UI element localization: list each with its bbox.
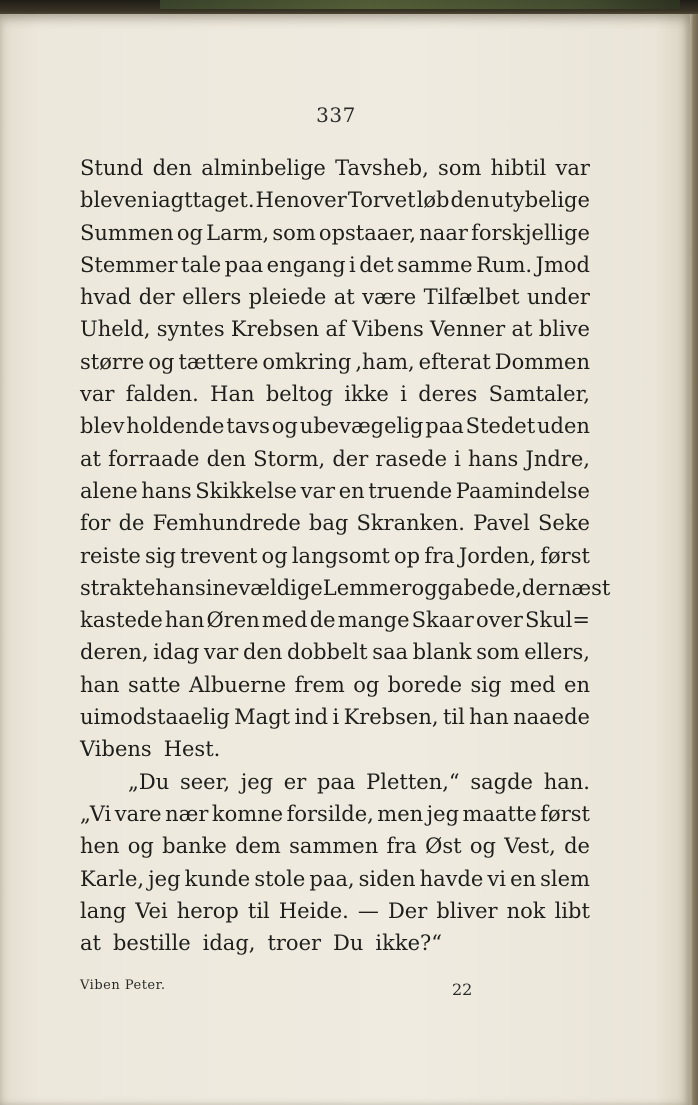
word: tavs bbox=[226, 414, 270, 439]
word: hen bbox=[80, 834, 120, 859]
word: reiste bbox=[80, 543, 141, 568]
word: samme bbox=[397, 252, 473, 277]
word: Stund bbox=[80, 156, 144, 180]
text-line bbox=[80, 701, 590, 733]
word: i bbox=[454, 446, 461, 471]
word: var bbox=[203, 640, 239, 665]
word: truende bbox=[368, 478, 453, 503]
word: Vest, bbox=[504, 834, 556, 859]
word: ,ham, bbox=[355, 349, 415, 374]
word: bag bbox=[308, 511, 349, 536]
word: Skranken. bbox=[356, 511, 465, 536]
word: paa bbox=[425, 414, 464, 439]
word: sig bbox=[470, 672, 502, 697]
word: den bbox=[242, 640, 283, 665]
word: hans bbox=[141, 478, 192, 503]
word: forraade bbox=[108, 446, 200, 471]
word: borede bbox=[387, 672, 463, 697]
word: Seke bbox=[538, 511, 590, 536]
word: Lemmer bbox=[322, 575, 412, 600]
word: tale bbox=[181, 252, 222, 277]
word: naaede bbox=[513, 705, 590, 730]
word: „Vi bbox=[80, 801, 112, 826]
word: banke bbox=[162, 834, 227, 859]
word: deren, bbox=[80, 640, 149, 665]
text-line bbox=[80, 249, 590, 281]
word: bestille bbox=[112, 931, 191, 956]
word: og bbox=[411, 575, 438, 600]
word: var bbox=[300, 478, 336, 503]
text-line bbox=[80, 152, 590, 184]
word: siden bbox=[358, 866, 416, 891]
word: maatte bbox=[462, 801, 537, 826]
word: efterat bbox=[418, 349, 491, 374]
word: lang bbox=[80, 898, 127, 923]
word: fra bbox=[386, 834, 417, 859]
word: nær bbox=[165, 801, 209, 826]
word: Han bbox=[210, 382, 255, 407]
text-line bbox=[80, 475, 590, 507]
word: i bbox=[400, 382, 407, 407]
word: syntes bbox=[156, 317, 225, 342]
word: han bbox=[155, 575, 195, 600]
word: Jorden, bbox=[458, 543, 537, 568]
word: deres bbox=[418, 382, 478, 407]
word: komne bbox=[211, 801, 284, 826]
word: og bbox=[353, 672, 380, 697]
word: Uheld, bbox=[80, 317, 151, 342]
word: gabede, bbox=[437, 575, 522, 600]
word: Pavel bbox=[473, 511, 530, 536]
word: at bbox=[80, 931, 101, 956]
word: mange bbox=[337, 608, 410, 633]
word: Karle, bbox=[80, 866, 145, 891]
text-line bbox=[80, 798, 590, 830]
text-line bbox=[80, 540, 590, 572]
word: rasede bbox=[375, 446, 447, 471]
word: men bbox=[377, 801, 424, 826]
word: Summen bbox=[80, 220, 174, 245]
word: den bbox=[206, 446, 246, 471]
word: at bbox=[80, 446, 101, 471]
text-line bbox=[80, 863, 590, 895]
word: Krebsen bbox=[230, 317, 320, 342]
word: pleiede bbox=[248, 285, 327, 310]
word: sagde bbox=[470, 769, 533, 794]
word: Pletten,“ bbox=[366, 769, 460, 794]
word: „Du bbox=[128, 769, 170, 794]
word: han bbox=[164, 608, 205, 633]
word: var bbox=[80, 382, 115, 407]
word: bleven bbox=[80, 188, 151, 213]
word: og bbox=[127, 834, 154, 859]
word: er bbox=[283, 769, 307, 794]
word: større bbox=[80, 349, 145, 374]
word: Tavsheb, bbox=[335, 156, 429, 180]
word: herop bbox=[176, 898, 239, 923]
word: sine bbox=[194, 575, 239, 600]
word: var bbox=[555, 156, 590, 180]
word: uimodstaaelig bbox=[80, 705, 230, 730]
word: i bbox=[349, 252, 356, 277]
word: Jmod bbox=[535, 252, 590, 277]
text-line bbox=[80, 443, 590, 475]
word: forskjellige bbox=[471, 220, 590, 245]
word: Jndre, bbox=[525, 446, 590, 471]
page-footer bbox=[80, 978, 510, 1006]
word: uden bbox=[537, 414, 590, 439]
word: forsilde, bbox=[286, 801, 374, 826]
word: Hest. bbox=[163, 737, 221, 762]
word: Vei bbox=[135, 898, 168, 923]
word: Henover bbox=[255, 188, 347, 213]
word: Rum. bbox=[476, 252, 533, 277]
word: naar bbox=[419, 220, 468, 245]
word: falden. bbox=[125, 382, 199, 407]
word: engang bbox=[266, 252, 346, 277]
word: jeg bbox=[426, 801, 460, 826]
word: jeg bbox=[148, 866, 181, 891]
word: Larm, bbox=[206, 220, 270, 245]
word: paa bbox=[224, 252, 264, 277]
text-line bbox=[80, 604, 590, 636]
word: først bbox=[540, 543, 590, 568]
word: under bbox=[526, 285, 590, 310]
word: Samtaler, bbox=[488, 382, 590, 407]
word: dem bbox=[235, 834, 281, 859]
page-edge bbox=[690, 14, 698, 1105]
word: en bbox=[510, 866, 537, 891]
word: idag, bbox=[202, 931, 256, 956]
word: der bbox=[332, 446, 369, 471]
text-line bbox=[80, 669, 590, 701]
text-line bbox=[80, 927, 590, 959]
word: seer, bbox=[179, 769, 230, 794]
word: vare bbox=[114, 801, 162, 826]
word: dernæst bbox=[521, 575, 611, 600]
word: langsomt bbox=[291, 543, 390, 568]
text-line bbox=[80, 636, 590, 668]
text-line bbox=[80, 507, 590, 539]
word: utybelige bbox=[490, 188, 590, 213]
word: blank bbox=[412, 640, 472, 665]
text-line bbox=[80, 895, 590, 927]
word: som bbox=[476, 640, 520, 665]
word: som bbox=[272, 220, 316, 245]
word: det bbox=[359, 252, 394, 277]
word: — bbox=[357, 898, 379, 923]
word: Du bbox=[333, 931, 364, 956]
word: troer bbox=[267, 931, 322, 956]
word: Dommen bbox=[494, 349, 590, 374]
word: jeg bbox=[240, 769, 274, 794]
word: Øst bbox=[425, 834, 462, 859]
text-line bbox=[80, 572, 611, 604]
word: og bbox=[148, 349, 175, 374]
word: Storm, bbox=[253, 446, 326, 471]
word: bliver bbox=[436, 898, 498, 923]
word: de bbox=[118, 511, 145, 536]
word: libt bbox=[554, 898, 590, 923]
word: som bbox=[438, 156, 482, 180]
sheet-number: 22 bbox=[452, 980, 473, 999]
word: i bbox=[332, 705, 340, 730]
word: frem bbox=[294, 672, 345, 697]
word: Paamindelse bbox=[455, 478, 590, 503]
word: Skikkelse bbox=[195, 478, 297, 503]
word: Skul= bbox=[525, 608, 590, 633]
word: trevent bbox=[180, 543, 258, 568]
word: blive bbox=[538, 317, 590, 342]
word: ellers bbox=[182, 285, 242, 310]
text-line bbox=[80, 830, 590, 862]
word: ellers, bbox=[524, 640, 590, 665]
word: idag bbox=[153, 640, 200, 665]
word: og bbox=[176, 220, 203, 245]
word: ind bbox=[294, 705, 329, 730]
word: Femhundrede bbox=[152, 511, 301, 536]
word: kastede bbox=[80, 608, 163, 633]
word: og bbox=[261, 543, 288, 568]
word: Torvet bbox=[347, 188, 416, 213]
word: sammen bbox=[289, 834, 379, 859]
word: fra bbox=[424, 543, 455, 568]
word: med bbox=[261, 608, 308, 633]
word: der bbox=[138, 285, 175, 310]
text-line bbox=[80, 733, 590, 765]
word: Skaar bbox=[411, 608, 474, 633]
word: alminbelige bbox=[201, 156, 326, 180]
word: at bbox=[333, 285, 355, 310]
word: satte bbox=[127, 672, 181, 697]
word: stole bbox=[254, 866, 306, 891]
word: til bbox=[247, 898, 270, 923]
text-line bbox=[80, 410, 590, 442]
word: strakte bbox=[80, 575, 156, 600]
word: han bbox=[80, 672, 120, 697]
word: ikke?“ bbox=[375, 931, 443, 956]
word: Vibens bbox=[80, 737, 152, 762]
word: Der bbox=[387, 898, 428, 923]
word: Venner bbox=[430, 317, 506, 342]
word: være bbox=[362, 285, 417, 310]
word: og bbox=[271, 414, 298, 439]
word: ubevægelig bbox=[299, 414, 424, 439]
word: den bbox=[450, 188, 490, 213]
word: til bbox=[442, 705, 465, 730]
word: sig bbox=[145, 543, 176, 568]
word: ikke bbox=[344, 382, 389, 407]
word: hans bbox=[467, 446, 519, 471]
word: Heide. bbox=[278, 898, 349, 923]
word: holdende bbox=[126, 414, 225, 439]
word: beltog bbox=[265, 382, 333, 407]
word: kunde bbox=[184, 866, 251, 891]
word: en bbox=[338, 478, 365, 503]
page-number: 337 bbox=[316, 103, 356, 127]
word: og bbox=[469, 834, 496, 859]
word: Magt bbox=[234, 705, 291, 730]
text-line bbox=[80, 346, 590, 378]
word: først bbox=[540, 801, 590, 826]
word: dobbelt bbox=[287, 640, 368, 665]
word: Krebsen, bbox=[343, 705, 439, 730]
text-line bbox=[80, 184, 590, 216]
word: den bbox=[152, 156, 193, 180]
text-line bbox=[80, 217, 590, 249]
word: Øren bbox=[206, 608, 260, 633]
word: vi bbox=[487, 866, 507, 891]
word: Stedet bbox=[465, 414, 536, 439]
word: at bbox=[511, 317, 533, 342]
word: hibtil bbox=[490, 156, 547, 180]
word: Vibens bbox=[352, 317, 424, 342]
word: nok bbox=[506, 898, 546, 923]
word: af bbox=[325, 317, 346, 342]
text-line bbox=[80, 281, 590, 313]
word: hvad bbox=[80, 285, 132, 310]
word: havde bbox=[419, 866, 484, 891]
word: opstaaer, bbox=[318, 220, 417, 245]
word: saa bbox=[372, 640, 409, 665]
word: alene bbox=[80, 478, 138, 503]
word: paa, bbox=[309, 866, 355, 891]
text-line bbox=[80, 378, 590, 410]
word: op bbox=[394, 543, 421, 568]
word: omkring bbox=[262, 349, 352, 374]
word: for bbox=[80, 511, 111, 536]
word: over bbox=[475, 608, 523, 633]
word: iagttaget. bbox=[151, 188, 255, 213]
signature-mark: Viben Peter. bbox=[80, 978, 166, 993]
text-line bbox=[80, 766, 590, 798]
body-text bbox=[80, 152, 611, 959]
word: han. bbox=[543, 769, 590, 794]
text-line bbox=[80, 313, 590, 345]
word: Stemmer bbox=[80, 252, 178, 277]
word: en bbox=[564, 672, 590, 697]
word: løb bbox=[416, 188, 450, 213]
word: Albuerne bbox=[188, 672, 287, 697]
word: paa bbox=[316, 769, 356, 794]
word: Tilfælbet bbox=[423, 285, 520, 310]
word: de bbox=[564, 834, 590, 859]
word: tættere bbox=[178, 349, 259, 374]
word: med bbox=[509, 672, 556, 697]
word: de bbox=[309, 608, 336, 633]
word: han bbox=[469, 705, 509, 730]
word: vældige bbox=[238, 575, 323, 600]
word: blev bbox=[80, 414, 125, 439]
word: slem bbox=[540, 866, 590, 891]
